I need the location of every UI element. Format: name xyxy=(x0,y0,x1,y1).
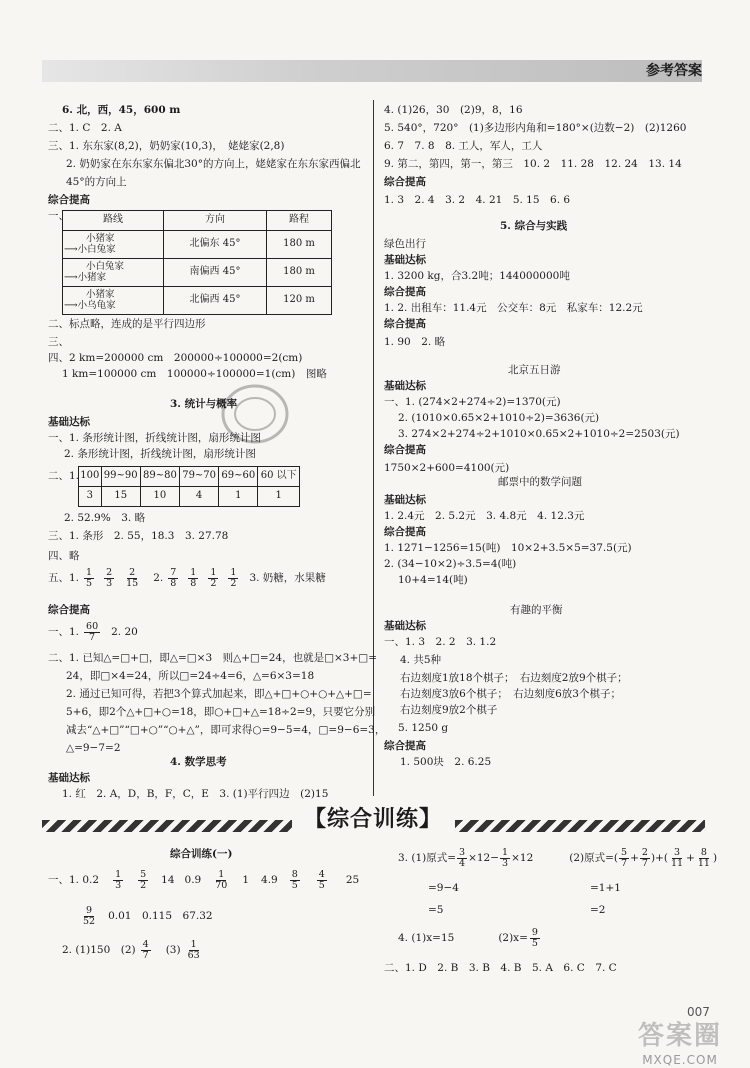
fraction: $\frac{5}{7}$ xyxy=(621,847,628,870)
answer-text: ) xyxy=(712,852,718,865)
answer-line: 1 km=100000 cm 100000÷100000=1(cm) 图略 xyxy=(62,368,327,380)
answer-line: 6. 7 7. 8 8. 工人，军人，工人 xyxy=(384,140,543,152)
arrow-icon: ⟶ xyxy=(64,271,78,283)
answer-line: 二、1. C 2. A xyxy=(48,122,122,134)
route-to: 小乌龟家 xyxy=(77,299,116,311)
answer-line: 右边刻度3放6个棋子； 右边刻度6放3个棋子； xyxy=(400,688,621,700)
section-heading: 基础达标 xyxy=(384,254,426,266)
answer-line: 3. 274×2+274÷2+1010×0.65×2+1010÷2=2503(元) xyxy=(398,428,680,440)
banner-stripe-left xyxy=(42,820,292,832)
grade-cell: 79~70 xyxy=(180,467,219,487)
answer-line: 4. 共5种 xyxy=(400,654,442,666)
fraction: $\frac{1}{63}$ xyxy=(187,939,200,962)
equation-step: =9−4 xyxy=(428,882,459,894)
answer-line: 5. 540°，720° (1)多边形内角和=180°×(边数−2) (2)1260 xyxy=(384,122,687,134)
answer-value: 1 xyxy=(242,874,250,887)
answer-text: 3. 奶糖，水果糖 xyxy=(249,572,326,585)
answer-line: 二、标点略，连成的是平行四边形 xyxy=(48,318,206,330)
route-to: 小猪家 xyxy=(77,271,107,283)
answer-line: 1. 2. 出租车：11.4元 公交车：8元 私家车：12.2元 xyxy=(384,302,643,314)
grade-table xyxy=(78,466,300,507)
subsection-title: 北京五日游 xyxy=(508,364,561,376)
fraction: $\frac{1}{3}$ xyxy=(502,847,509,870)
section-heading: 基础达标 xyxy=(384,380,426,392)
answer-text: + xyxy=(686,852,695,865)
subsection-title: 有趣的平衡 xyxy=(510,604,563,616)
grade-cell: 69~60 xyxy=(219,467,258,487)
fraction: $\frac{8}{5}$ xyxy=(291,869,298,892)
answer-line xyxy=(48,622,138,644)
subsection-title: 邮票中的数学问题 xyxy=(498,476,582,488)
answer-text: (2)x= xyxy=(498,932,528,945)
answer-line: 5. 1250 g xyxy=(398,722,449,734)
header-bar xyxy=(42,60,702,82)
answer-line: 1. 1271−1256=15(吨) 10×2+3.5×5=37.5(元) xyxy=(384,542,632,554)
answer-value: 4.9 xyxy=(261,874,278,887)
answer-line: 三、1. 条形 2. 55，18.3 3. 27.78 xyxy=(48,530,229,542)
section-title: 4. 数学思考 xyxy=(170,756,227,768)
grade-row xyxy=(79,487,300,507)
arrow-icon: ⟶ xyxy=(64,243,78,255)
fraction: $\frac{2}{15}$ xyxy=(126,567,139,590)
route-header: 路线 xyxy=(63,211,164,231)
answer-line: 一、 xyxy=(48,210,69,222)
route-direction: 南偏西 45° xyxy=(164,259,267,287)
fraction: $\frac{8}{11}$ xyxy=(697,847,710,870)
answer-value: 25 xyxy=(345,874,360,887)
route-direction: 北偏西 45° xyxy=(164,287,267,315)
answer-line: 1. 3200 kg，合3.2吨；144000000吨 xyxy=(384,270,570,282)
answer-line: 四、略 xyxy=(48,550,80,562)
answer-prefix: 一、1. 0.2 xyxy=(48,874,100,887)
answer-line: 三、 xyxy=(48,336,69,348)
header-label: 参考答案 xyxy=(646,63,702,79)
column-divider xyxy=(373,100,374,796)
fraction: $\frac{9}{52}$ xyxy=(83,905,96,928)
answer-line: 1. 500块 2. 6.25 xyxy=(400,756,492,768)
route-row xyxy=(63,231,332,259)
answer-line: 2. (34−10×2)÷3.5=4(吨) xyxy=(384,558,517,570)
answer-prefix: 一、1. xyxy=(48,626,80,639)
route-table xyxy=(62,210,332,315)
grade-cell: 1 xyxy=(219,487,258,507)
banner-title: 【综合训练】 xyxy=(303,807,442,832)
watermark-url: MXQE.COM xyxy=(642,1052,718,1067)
fraction: $\frac{9}{5}$ xyxy=(531,927,538,950)
subsection-title: 绿色出行 xyxy=(384,238,426,250)
exercise-title: 综合训练(一) xyxy=(170,848,233,860)
fraction: $\frac{60}{7}$ xyxy=(86,621,99,644)
route-row xyxy=(63,287,332,315)
grade-row xyxy=(79,467,300,487)
section-heading: 综合提高 xyxy=(48,194,90,206)
answer-line xyxy=(398,928,545,950)
answer-line: 2. (1010×0.65×2+1010÷2)=3636(元) xyxy=(398,412,600,424)
answer-value: 14 xyxy=(161,874,175,887)
answer-line: 四、2 km=200000 cm 200000÷100000=2(cm) xyxy=(48,352,303,364)
answer-line: 一、1. (274×2+274÷2)=1370(元) xyxy=(384,396,561,408)
route-distance: 180 m xyxy=(267,231,332,259)
answer-text: (2)原式=( xyxy=(569,852,619,865)
answer-line: 1. 2.4元 2. 5.2元 3. 4.8元 4. 12.3元 xyxy=(384,510,585,522)
answer-line: 右边刻度1放18个棋子； 右边刻度2放9个棋子； xyxy=(400,672,628,684)
answer-line xyxy=(62,940,207,962)
section-heading: 综合提高 xyxy=(384,318,426,330)
fraction: $\frac{3}{11}$ xyxy=(670,847,684,870)
fraction: $\frac{3}{4}$ xyxy=(459,847,466,870)
equation-step: =2 xyxy=(590,904,606,916)
section-heading: 基础达标 xyxy=(48,772,90,784)
route-header: 路程 xyxy=(267,211,332,231)
section-heading: 综合提高 xyxy=(384,286,426,298)
grade-cell: 4 xyxy=(180,487,219,507)
answer-line: 45°的方向上 xyxy=(66,176,127,188)
answer-line xyxy=(48,870,359,892)
answer-line: 一、1. 3 2. 2 3. 1.2 xyxy=(384,636,497,648)
route-from: 小猪家 xyxy=(86,288,115,300)
grade-cell: 100 xyxy=(79,467,102,487)
answer-prefix: 五、1. xyxy=(48,572,80,585)
answer-line: 1. 90 2. 略 xyxy=(384,336,446,348)
answer-line: 2. 52.9% 3. 略 xyxy=(64,512,146,524)
answer-line: 1750×2+600=4100(元) xyxy=(384,462,510,474)
answer-value: 0.9 xyxy=(184,874,202,887)
answer-text: 3. (1)原式= xyxy=(398,852,457,865)
answer-line: △=9−7=2 xyxy=(66,742,121,754)
route-direction: 北偏东 45° xyxy=(164,231,267,259)
fraction: $\frac{5}{2}$ xyxy=(140,869,147,892)
answer-line: 1. 3 2. 4 3. 2 4. 21 5. 15 6. 6 xyxy=(384,194,571,206)
answer-line: 2. 条形统计图，折线统计图，扇形统计图 xyxy=(64,448,256,460)
banner-stripe-right xyxy=(455,820,705,832)
fraction: $\frac{1}{70}$ xyxy=(215,869,228,892)
answer-text: ×12− xyxy=(468,852,500,865)
answer-line: 2. 奶奶家在东东家东偏北30°的方向上，姥姥家在东东家西偏北 xyxy=(66,158,361,170)
fraction: $\frac{1}{2}$ xyxy=(230,567,237,590)
grade-cell: 3 xyxy=(79,487,102,507)
fraction: $\frac{2}{3}$ xyxy=(106,567,113,590)
section-title: 5. 综合与实践 xyxy=(500,220,568,232)
answer-text: 2. 20 xyxy=(111,626,138,639)
answer-line: 24，即□×4=24，所以□=24÷4=6，△=6×3=18 xyxy=(66,670,315,682)
fraction: $\frac{7}{8}$ xyxy=(170,567,177,590)
fraction: $\frac{1}{3}$ xyxy=(115,869,122,892)
route-distance: 180 m xyxy=(267,259,332,287)
grade-cell: 99~90 xyxy=(101,467,140,487)
answer-prefix: 2. (1)150 (2) xyxy=(62,944,136,957)
section-heading: 综合提高 xyxy=(384,740,426,752)
grade-cell: 15 xyxy=(101,487,140,507)
section-title: 3. 统计与概率 xyxy=(170,398,238,410)
equation-step: =1+1 xyxy=(590,882,621,894)
grade-cell: 10 xyxy=(140,487,179,507)
answer-line: 4. (1)26，30 (2)9，8，16 xyxy=(384,104,523,116)
route-from: 小猪家 xyxy=(86,232,115,244)
route-header: 方向 xyxy=(164,211,267,231)
answer-line: 2. 通过已知可得，若把3个算式加起来，即△+□+○+○+△+□= xyxy=(66,688,372,700)
arrow-icon: ⟶ xyxy=(64,299,78,311)
section-heading: 综合提高 xyxy=(384,176,426,188)
section-heading: 基础达标 xyxy=(48,416,90,428)
grade-cell: 89~80 xyxy=(140,467,179,487)
fraction: $\frac{4}{7}$ xyxy=(142,939,149,962)
fraction: $\frac{1}{8}$ xyxy=(190,567,197,590)
fraction: $\frac{1}{2}$ xyxy=(210,567,217,590)
grade-cell: 1 xyxy=(258,487,300,507)
answer-text: 0.01 0.115 67.32 xyxy=(108,910,213,923)
answer-text: )+( xyxy=(650,852,668,865)
answer-line: 9. 第二，第四，第一，第三 10. 2 11. 28 12. 24 13. 14 xyxy=(384,158,682,170)
equation-step: =5 xyxy=(428,904,444,916)
equation-line xyxy=(398,848,717,870)
watermark-logo: 答案圈 xyxy=(637,1021,722,1051)
answer-line: 5+6，即2个△+□+○=18，即○+□+△=18÷2=9，只要它分别 xyxy=(66,706,376,718)
answer-line: 6. 北，西，45，600 m xyxy=(62,104,181,116)
section-heading: 综合提高 xyxy=(48,604,90,616)
answer-line: 二、1. D 2. B 3. B 4. B 5. A 6. C 7. C xyxy=(384,962,617,974)
grade-cell: 60 以下 xyxy=(258,467,300,487)
answer-line xyxy=(76,906,213,928)
page-number: 007 xyxy=(687,1005,710,1019)
answer-line: 减去“△+□”“□+○”“○+△”，即可求得○=9−5=4，□=9−6=3， xyxy=(66,724,386,736)
answer-line: 10+4=14(吨) xyxy=(398,574,468,586)
section-heading: 基础达标 xyxy=(384,620,426,632)
answer-prefix: (3) xyxy=(165,944,181,957)
route-distance: 120 m xyxy=(267,287,332,315)
route-row xyxy=(63,259,332,287)
fraction-answers xyxy=(48,568,326,590)
answer-prefix: 2. xyxy=(153,572,164,585)
route-to: 小白兔家 xyxy=(77,243,116,255)
section-heading: 基础达标 xyxy=(384,494,426,506)
answer-text: ×12 xyxy=(511,852,534,865)
fraction: $\frac{2}{7}$ xyxy=(641,847,648,870)
answer-line: 三、1. 东东家(8,2)，奶奶家(10,3)， 姥姥家(2,8) xyxy=(48,140,285,152)
answer-text: 4. (1)x=15 xyxy=(398,932,455,945)
answer-line: 一、1. 条形统计图，折线统计图，扇形统计图 xyxy=(48,432,261,444)
fraction: $\frac{4}{5}$ xyxy=(318,869,325,892)
section-heading: 综合提高 xyxy=(384,444,426,456)
section-heading: 综合提高 xyxy=(384,526,426,538)
answer-text: + xyxy=(630,852,639,865)
watermark xyxy=(620,1020,740,1068)
answer-line: 二、1. 已知△=□+□，即△=□×3 则△+□=24，也就是□×3+□= xyxy=(48,652,378,664)
route-from: 小白兔家 xyxy=(86,260,125,272)
fraction: $\frac{1}{5}$ xyxy=(86,567,93,590)
answer-line: 右边刻度9放2个棋子 xyxy=(400,704,498,716)
answer-line: 二、1. xyxy=(48,470,80,482)
answer-line: 1. 红 2. A，D，B，F，C，E 3. (1)平行四边 (2)15 xyxy=(62,788,329,800)
